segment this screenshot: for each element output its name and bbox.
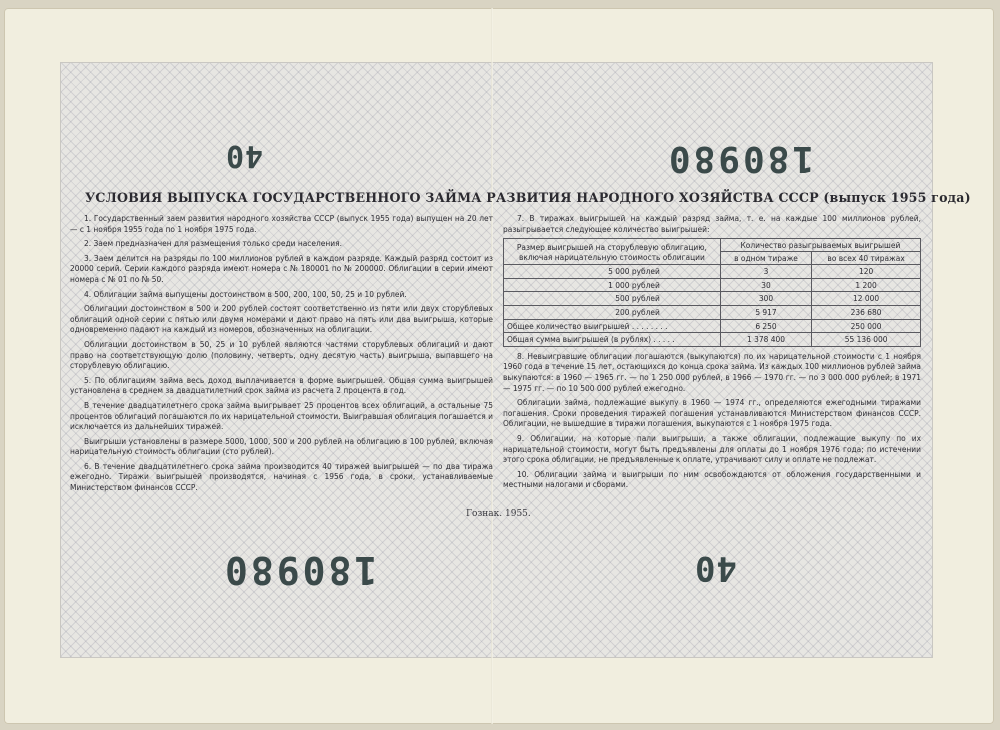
table-header-all-draws: во всех 40 тиражах [812,252,921,265]
prize-one-draw: 300 [720,292,811,306]
clause-3: 3. Заем делится на разряды по 100 миллионов рублей в каждом разряде. Каждый разряд состоит из 20000 серий. Серии каждого разряда имеют номера с № 180001 по № 200000. Облигации в серии имеют номера с № 01 по № 50. [70,252,493,284]
table-header-count: Количество разыгрываемых выигрышей [720,239,920,252]
total-count-one: 6 250 [720,319,811,333]
total-sum-label: Общая сумма выигрышей (в рублях) . . . . . [504,333,721,347]
table-header-one-draw: в одном тираже [720,252,811,265]
clause-8-part-2: Облигации займа, подлежащие выкупу в 1960 — 1974 гг., определяются ежегодными тиражами погашения. Сроки проведения тиражей погашения устанавливаются Министерством финансов СССР. Облигации, не вышедшие в тиражи погашения, выкупаются с 1 ноября 1975 года. [503,397,921,429]
prize-all-draws: 236 680 [812,305,921,319]
right-column [503,213,921,494]
clause-4: 4. Облигации займа выпущены достоинством в 500, 200, 100, 50, 25 и 10 рублей. [84,288,407,299]
prize-amount: 1 000 рублей [504,278,721,292]
clause-8: 8. Невыигравшие облигации погашаются (выкупаются) по их нарицательной стоимости с 1 ноября 1960 года в течение 15 лет, остающихся до конца срока займа. Из каждых 100 миллионов рублей займа выкупаются: в 1960 — 1965 гг. — по 1 250 000 рублей, в 1966 — 1970 гг. — по 3 000 000 рублей; в 1971 — 1975 гг. — по 10 500 000 рублей ежегодно. [503,350,921,393]
table-total-sum-row [504,333,921,347]
document-title: УСЛОВИЯ ВЫПУСКА ГОСУДАРСТВЕННОГО ЗАЙМА РАЗВИТИЯ НАРОДНОГО ХОЗЯЙСТВА СССР (выпуск 1955 года) [85,190,971,205]
clause-4-part-3: Облигации достоинством в 50, 25 и 10 рублей являются частями сторублевых облигаций и дают право на соответствующую долю (половину, четверть, одну десятую часть) выигрыша, выпавшего на сторублевую облигацию. [70,338,493,371]
serial-top-right: 180980 [666,138,815,179]
serial-bottom-left: 180980 [222,548,378,592]
prize-one-draw: 30 [720,278,811,292]
total-count-all: 250 000 [812,319,921,333]
printer-imprint: Гознак. 1955. [466,509,531,519]
clause-9: 9. Облигации, на которые пали выигрыши, а также облигации, подлежащие выкупу по их нарицательной стоимости, могут быть предъявлены для оплаты до 1 ноября 1976 года; по истечении этого срока облигации, не предъявленные к оплате, утрачивают силу и оплате не подлежат. [503,432,921,465]
prize-amount: 5 000 рублей [504,265,721,279]
prize-all-draws: 1 200 [812,278,921,292]
total-count-label: Общее количество выигрышей . . . . . . . . [504,319,721,333]
prize-table [503,238,921,347]
clause-5: 5. По облигациям займа весь доход выплачивается в форме выигрышей. Общая сумма выигрышей установлена в среднем за двадцатилетний срок займа из расчета 2 процента в год. [70,374,493,396]
clause-10: 10. Облигации займа и выигрыши по ним освобождаются от обложения государственными и местными налогами и сборами. [503,468,921,490]
total-sum-one: 1 378 400 [720,333,811,347]
clause-2: 2. Заем предназначен для размещения только среди населения. [84,238,342,249]
clause-1: 1. Государственный заем развития народного хозяйства СССР (выпуск 1955 года) выпущен на 20 лет — с 1 ноября 1955 года по 1 ноября 1975 года. [70,213,493,234]
table-row [504,292,921,306]
clause-7: 7. В тиражах выигрышей на каждый разряд займа, т. е. на каждые 100 миллионов рублей, разыгрывается следующее количество выигрышей: [503,213,921,234]
left-column [70,213,493,497]
clause-4-part-2: Облигации достоинством в 500 и 200 рублей состоят соответственно из пяти или двух сторублевых облигаций одной серии с пятью или двумя номерами и дают право на пять или два выигрыша, которые одновременно падают на каждый из номеров, обозначенных на облигации. [70,303,493,335]
prize-amount: 500 рублей [504,292,721,306]
serial-top-left: 40 [225,138,264,173]
table-row [504,278,921,292]
clause-6: 6. В течение двадцатилетнего срока займа производится 40 тиражей выигрышей — по два тиража ежегодно. Тиражи выигрышей производятся, начиная с 1956 года, в сроки, устанавливаемые Министерством финансов СССР. [70,460,493,493]
clause-5-part-2: В течение двадцатилетнего срока займа выигрывает 25 процентов всех облигаций, а остальные 75 процентов облигаций погашаются по их нарицательной стоимости. Выигравшая облигация погашается и исключается из дальнейших тиражей. [70,399,493,432]
serial-bottom-right: 40 [694,548,737,588]
table-total-count-row [504,319,921,333]
clause-5-part-3: Выигрыши установлены в размере 5000, 1000, 500 и 200 рублей на облигацию в 100 рублей, включая нарицательную стоимость облигации (сто рублей). [70,435,493,457]
prize-amount: 200 рублей [504,305,721,319]
prize-one-draw: 3 [720,265,811,279]
table-header-amount: Размер выигрышей на сторублевую облигацию, включая нарицательную стоимость облигации [504,239,721,265]
prize-all-draws: 120 [812,265,921,279]
prize-all-draws: 12 000 [812,292,921,306]
prize-one-draw: 5 917 [720,305,811,319]
table-row [504,265,921,279]
table-row [504,305,921,319]
total-sum-all: 55 136 000 [812,333,921,347]
